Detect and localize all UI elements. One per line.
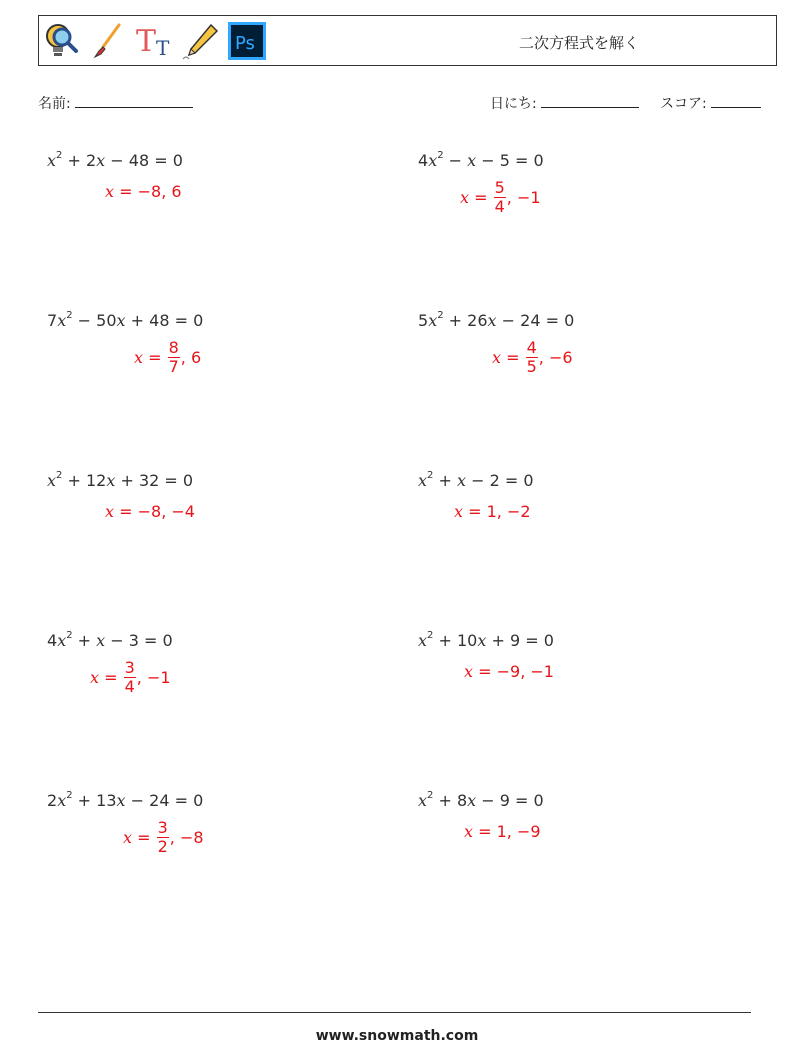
svg-text:Ps: Ps bbox=[235, 33, 255, 54]
fraction: $\frac{3}{4}$ bbox=[124, 658, 135, 696]
score-blank[interactable] bbox=[711, 93, 761, 108]
date-blank[interactable] bbox=[541, 93, 639, 108]
paintbrush-icon[interactable] bbox=[89, 21, 129, 61]
equation-7: $4x^2 + x - 3 = 0$ bbox=[47, 629, 173, 650]
answer-10: x = 1, −9 bbox=[464, 822, 541, 841]
equation-8: $x^2 + 10x + 9 = 0$ bbox=[418, 629, 554, 650]
score-label: スコア: bbox=[660, 96, 707, 112]
header-box bbox=[38, 15, 777, 66]
equation-1: $x^2 + 2x - 48 = 0$ bbox=[47, 149, 183, 170]
equation-2: $4x^2 - x - 5 = 0$ bbox=[418, 149, 544, 170]
footer-url[interactable]: www.snowmath.com bbox=[315, 1028, 479, 1044]
pencil-icon[interactable] bbox=[181, 21, 221, 61]
answer-5: x = −8, −4 bbox=[105, 502, 195, 521]
answer-2: x = $\frac{5}{4}$ , −1 bbox=[460, 178, 541, 216]
answer-1: x = −8, 6 bbox=[105, 182, 182, 201]
equation-4: $5x^2 + 26x - 24 = 0$ bbox=[418, 309, 575, 330]
fraction: $\frac{3}{2}$ bbox=[157, 818, 168, 856]
footer-divider bbox=[38, 1012, 751, 1013]
equation-3: $7x^2 - 50x + 48 = 0$ bbox=[47, 309, 204, 330]
answer-9: x = $\frac{3}{2}$ , −8 bbox=[123, 818, 204, 856]
answer-7: x = $\frac{3}{4}$ , −1 bbox=[90, 658, 171, 696]
equation-9: $2x^2 + 13x - 24 = 0$ bbox=[47, 789, 204, 810]
fraction: $\frac{8}{7}$ bbox=[168, 338, 179, 376]
equation-5: $x^2 + 12x + 32 = 0$ bbox=[47, 469, 194, 490]
name-label: 名前: bbox=[38, 96, 71, 112]
score-field[interactable] bbox=[660, 93, 761, 113]
equation-10: $x^2 + 8x - 9 = 0$ bbox=[418, 789, 544, 810]
answer-3: x = $\frac{8}{7}$ , 6 bbox=[134, 338, 202, 376]
photoshop-icon[interactable] bbox=[227, 21, 267, 61]
equation-6: $x^2 + x - 2 = 0$ bbox=[418, 469, 534, 490]
name-field[interactable] bbox=[38, 93, 193, 113]
answer-8: x = −9, −1 bbox=[464, 662, 554, 681]
svg-text:T: T bbox=[136, 24, 157, 59]
date-field[interactable] bbox=[490, 93, 639, 113]
worksheet-title: 二次方程式を解く bbox=[519, 34, 640, 52]
date-label: 日にち: bbox=[490, 96, 537, 112]
answer-6: x = 1, −2 bbox=[454, 502, 531, 521]
text-size-icon[interactable] bbox=[135, 21, 175, 61]
magnifier-bulb-icon[interactable] bbox=[43, 21, 83, 61]
answer-4: x = $\frac{4}{5}$ , −6 bbox=[492, 338, 573, 376]
name-blank[interactable] bbox=[75, 93, 193, 108]
fraction: $\frac{4}{5}$ bbox=[526, 338, 537, 376]
fraction: $\frac{5}{4}$ bbox=[494, 178, 505, 216]
svg-text:T: T bbox=[156, 36, 170, 60]
icon-toolbar bbox=[43, 20, 267, 62]
